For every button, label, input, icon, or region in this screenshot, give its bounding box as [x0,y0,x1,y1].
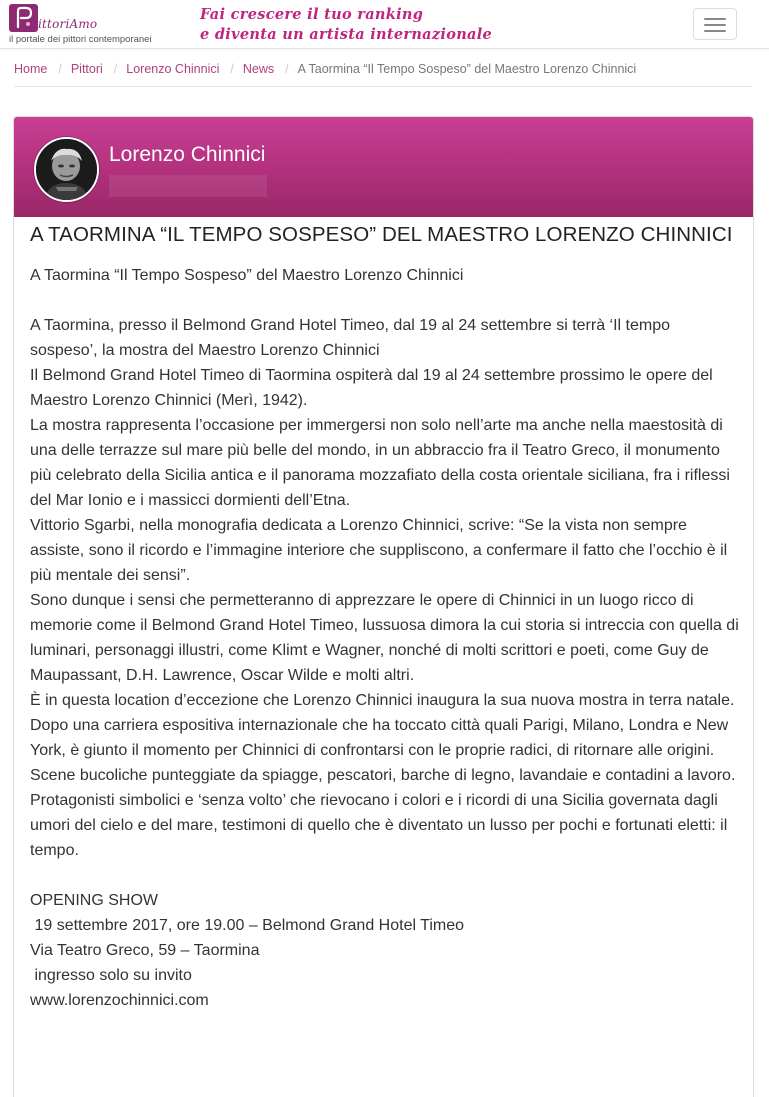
hamburger-menu-icon-bar [704,30,726,32]
article-paragraph: Protagonisti simbolici e ‘senza volto’ che rievocano i colori e i ricordi di una Sicilia governata dagli umori del cielo e del mare, testimoni di quello che è diventato un lusso per pochi e fortunati eletti: il tempo. [30,792,728,859]
artist-avatar[interactable] [34,137,99,202]
event-date: 19 settembre 2017, ore 19.00 – Belmond Grand Hotel Timeo [30,917,465,934]
site-logo[interactable] [8,4,168,44]
top-navbar [0,0,769,49]
logo-tagline: il portale dei pittori contemporanei [9,34,152,45]
breadcrumb-news[interactable]: News [242,62,275,76]
slogan-line-2: e diventa un artista internazionale [200,26,493,43]
article [30,223,742,1013]
slogan-line-1: Fai crescere il tuo ranking [200,6,424,23]
logo-name: ittoriAmo [38,17,98,31]
article-paragraph: Dopo una carriera espositiva internazionale che ha toccato città quali Parigi, Milano, Londra e New York, è giunto il momento per Chinnici di confrontarsi con le proprie radici, di ritornare alle origini. [30,717,729,759]
spacer [30,863,742,888]
header-slogan [200,5,492,45]
breadcrumb-separator: / [58,62,62,76]
news-panel [13,116,754,1097]
hamburger-menu-icon-bar [704,24,726,26]
breadcrumb [14,62,752,87]
spacer [30,288,742,313]
breadcrumb-separator: / [113,62,118,76]
logo-mark-icon [9,4,38,32]
event-heading: OPENING SHOW [30,892,159,909]
hamburger-menu-button[interactable] [693,8,737,40]
article-subtitle: A Taormina “Il Tempo Sospeso” del Maestro Lorenzo Chinnici [30,267,464,284]
breadcrumb-home[interactable]: Home [14,62,48,76]
breadcrumb-separator: / [285,62,289,76]
article-paragraph: Scene bucoliche punteggiate da spiagge, pescatori, barche di legno, lavandaie e contadini a lavoro. [30,767,736,784]
article-body [30,263,742,1013]
breadcrumb-current: A Taormina “Il Tempo Sospeso” del Maestro Lorenzo Chinnici [297,62,637,76]
artist-portrait-icon [36,139,97,200]
article-paragraph: La mostra rappresenta l’occasione per immergersi non solo nell’arte ma anche nella maestosità di una delle terrazze sul mare più belle del mondo, in un abbraccio fra il Teatro Greco, il monumento più celebrato della Sicilia antica e il panorama mozzafiato della costa orientale siciliana, fra i riflessi del Mar Ionio e i massicci dormienti dell’Etna. [30,417,730,509]
article-paragraph: Sono dunque i sensi che permetteranno di apprezzare le opere di Chinnici in un luogo ricco di memorie come il Belmond Grand Hotel Timeo, lussuosa dimora la cui storia si intreccia con quella di luminari, personaggi illustri, come Klimt e Wagner, nonché di molti scrittori e poeti, come Guy de Maupassant, D.H. Lawrence, Oscar Wilde e molti altri. [30,592,739,684]
event-note: ingresso solo su invito [30,967,192,984]
artist-header [14,117,753,217]
article-title: A TAORMINA “IL TEMPO SOSPESO” DEL MAESTRO LORENZO CHINNICI [30,223,733,246]
breadcrumb-separator: / [230,62,234,76]
breadcrumb-artist[interactable]: Lorenzo Chinnici [126,62,220,76]
event-address: Via Teatro Greco, 59 – Taormina [30,942,260,959]
artist-name[interactable]: Lorenzo Chinnici [109,143,266,166]
article-paragraph: Vittorio Sgarbi, nella monografia dedicata a Lorenzo Chinnici, scrive: “Se la vista non sempre assiste, sono il ricordo e l’immagine interiore che suppliscono, a confermare il fatto che l’occhio è il più mentale dei sensi”. [30,517,728,584]
article-paragraph: È in questa location d’eccezione che Lorenzo Chinnici inaugura la sua nuova mostra in terra natale. [30,692,735,709]
event-website-link[interactable]: www.lorenzochinnici.com [30,992,209,1009]
artist-subbar [109,175,267,197]
article-paragraph: A Taormina, presso il Belmond Grand Hotel Timeo, dal 19 al 24 settembre si terrà ‘Il tempo sospeso’, la mostra del Maestro Lorenzo Chinnici [30,317,671,359]
hamburger-menu-icon [704,18,726,20]
article-paragraph: Il Belmond Grand Hotel Timeo di Taormina ospiterà dal 19 al 24 settembre prossimo le opere del Maestro Lorenzo Chinnici (Merì, 1942). [30,367,713,409]
breadcrumb-pittori[interactable]: Pittori [70,62,103,76]
